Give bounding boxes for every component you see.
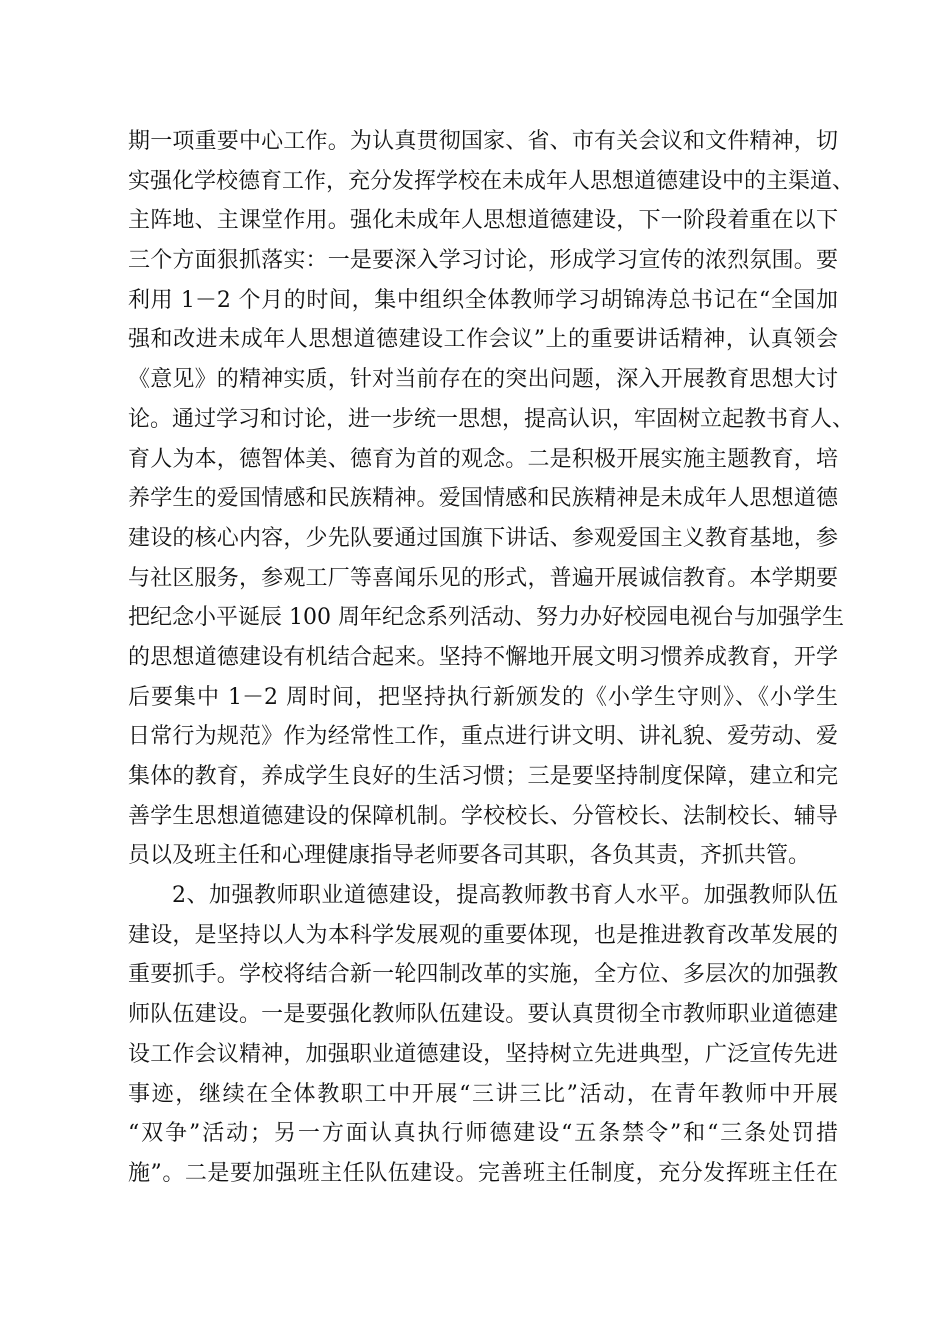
text-line: “双争”活动；另一方面认真执行师德建设“五条禁令”和“三条处罚措 xyxy=(128,1121,838,1147)
text-line: 主阵地、主课堂作用。强化未成年人思想道德建设，下一阶段着重在以下 xyxy=(128,208,838,234)
text-line: 重要抓手。学校将结合新一轮四制改革的实施，全方位、多层次的加强教 xyxy=(128,962,838,988)
text-line: 期一项重要中心工作。为认真贯彻国家、省、市有关会议和文件精神，切 xyxy=(128,129,838,154)
text-line: 设工作会议精神，加强职业道德建设，坚持树立先进典型，广泛宣传先进 xyxy=(128,1041,838,1067)
text-line: 《意见》的精神实质，针对当前存在的突出问题，深入开展教育思想大讨 xyxy=(128,367,838,393)
text-line: 育人为本，德智体美、德育为首的观念。二是积极开展实施主题教育，培 xyxy=(128,446,838,472)
text-line: 养学生的爱国情感和民族精神。爱国情感和民族精神是未成年人思想道德 xyxy=(128,486,838,512)
text-line: 后要集中 1－2 周时间，把坚持执行新颁发的《小学生守则》、《小学生 xyxy=(128,684,838,710)
text-line: 论。通过学习和讨论，进一步统一思想，提高认识，牢固树立起教书育人、 xyxy=(128,406,855,432)
text-line: 事迹，继续在全体教职工中开展“三讲三比”活动，在青年教师中开展 xyxy=(128,1081,838,1107)
section-heading-line: 2、加强教师职业道德建设，提高教师教书育人水平。加强教师队伍 xyxy=(172,883,838,909)
text-line: 利用 1－2 个月的时间，集中组织全体教师学习胡锦涛总书记在“全国加 xyxy=(128,287,838,313)
document-body xyxy=(128,122,855,1194)
text-line: 的思想道德建设有机结合起来。坚持不懈地开展文明习惯养成教育，开学 xyxy=(128,644,838,670)
text-line: 善学生思想道德建设的保障机制。学校校长、分管校长、法制校长、辅导 xyxy=(128,803,838,829)
paragraph-end-line: 员以及班主任和心理健康指导老师要各司其职，各负其责，齐抓共管。 xyxy=(128,843,811,869)
text-line: 师队伍建设。一是要强化教师队伍建设。要认真贯彻全市教师职业道德建 xyxy=(128,1002,838,1028)
text-line: 建设，是坚持以人为本科学发展观的重要体现，也是推进教育改革发展的 xyxy=(128,922,838,948)
text-line: 建设的核心内容，少先队要通过国旗下讲话、参观爱国主义教育基地，参 xyxy=(128,525,838,551)
text-line: 与社区服务，参观工厂等喜闻乐见的形式，普遍开展诚信教育。本学期要 xyxy=(128,565,838,591)
text-line: 日常行为规范》作为经常性工作，重点进行讲文明、讲礼貌、爱劳动、爱 xyxy=(128,724,838,750)
text-line: 集体的教育，养成学生良好的生活习惯；三是要坚持制度保障，建立和完 xyxy=(128,764,838,789)
text-line: 三个方面狠抓落实：一是要深入学习讨论，形成学习宣传的浓烈氛围。要 xyxy=(128,248,838,274)
text-line: 强和改进未成年人思想道德建设工作会议”上的重要讲话精神，认真领会 xyxy=(128,327,838,353)
text-line: 施”。二是要加强班主任队伍建设。完善班主任制度，充分发挥班主任在 xyxy=(128,1160,838,1186)
text-line: 把纪念小平诞辰 100 周年纪念系列活动、努力办好校园电视台与加强学生 xyxy=(128,605,844,631)
text-line: 实强化学校德育工作，充分发挥学校在未成年人思想道德建设中的主渠道、 xyxy=(128,168,855,194)
